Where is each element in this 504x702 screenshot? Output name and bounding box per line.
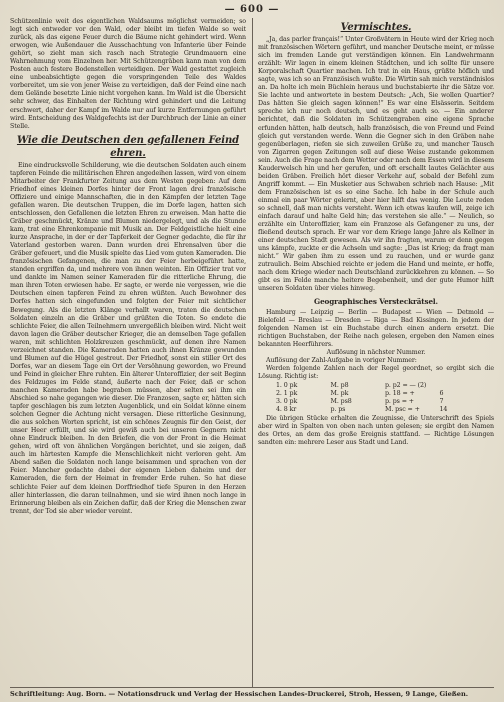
column-divider [252, 18, 253, 688]
grid-cell: 6 [439, 389, 444, 397]
section-title-vermischtes: Vermischtes. [340, 22, 412, 33]
right-column [258, 18, 494, 688]
grid-cell: 7 [439, 398, 444, 406]
grid-cell: p. 18 = + [385, 389, 415, 397]
grid-cell: M. ps8 [330, 398, 352, 406]
answers-title: Auflösung der Zahl-Aufgabe in voriger Nummer: [266, 356, 417, 364]
grid-cell: 14 [439, 406, 448, 414]
puzzle-solution-note: Auflösung in nächster Nummer. [326, 348, 426, 356]
article-waldkampf: Schützenlinie weit des eigentlichen Waldsaums möglichst vermeiden; so legt sich entweder vor den Wald, oder bleibt im tiefen Walde so weit zurück, als das eigene Feuer durch die Bäume nicht gehindert wird. Wenn erwogen, wie Außendauer die Ausschachtung von Infanterie über Feinde gehört, so zieht man sich rasch nach Strategie Grundmauern eine Wahrnehmung vom Einzelnen her. Mit Schützengräben kann man von dem Posten auch festere Bodenstellen verteidigen. Der Wald gestattet zugleich eine unbeabsichtigte gegen die vorspringenden Teile des Waldes vorbereitet, um sie von jener Weise zu verteidigen, daß der Feind eine nach dem Gelände besetzte Linie nicht vorgehen kann. Im Wald ist die Übersicht sehr schwer, das Einhalten der Richtung wird gehindert und die Leitung erschwert, daher der Kampf im Walde nur auf kurze Entfernungen geführt wird. Entscheidung des Waldgefechts ist der Durchbruch der Linie an einer Stelle. [10, 18, 246, 130]
grid-cell: M. pk [330, 389, 349, 397]
article-feind-ehren: Eine eindrucksvolle Schilderung, wie die deutschen Soldaten auch einem tapferen Feinde die militärischen Ehren angedeihen lassen, wird von einem Mitarbeiter der Frankfurter Zeitung aus dem Westen gegeben: Auf dem Friedhof eines kleinen Dorfes hinter der Front lagen drei französische Offiziere und einige Mannschaften, die in den Kämpfen der letzten Tage gefallen waren. Die deutschen Truppen, die im Dorfe lagen, hatten sich entschlossen, den Gefallenen die letzten Ehren zu erweisen. Man hatte die Gräber geschmückt, Kränze und Blumen niedergelegt, und als die Stunde kam, trat eine Ehrenkompanie mit Musik an. Der Feldgeistliche hielt eine kurze Ansprache, in der er der Tapferkeit der Gegner gedachte, die für ihr Vaterland gestorben waren. Dann wurden drei Ehrensalven über die Gräber gefeuert, und die Musik spielte das Lied vom guten Kameraden. Die französischen Gefangenen, die man zu der Feier herbeigeführt hatte, standen ergriffen da, und mehrere von ihnen weinten. Ein Offizier trat vor und dankte im Namen seiner Kameraden für die ritterliche Ehrung, die man ihren Toten erwiesen habe. Er sagte, er werde nie vergessen, wie die Deutschen einen tapferen Feind zu ehren wüßten. Auch Bewohner des Dorfes hatten sich eingefunden und folgten der Feier mit sichtlicher Bewegung. Als die letzten Klänge verhallt waren, traten die deutschen Soldaten einzeln an die Gräber und grüßten die Toten. So endete die schlichte Feier, die allen Teilnehmern unvergeßlich bleiben wird. Nicht weit davon lagen die Gräber deutscher Krieger, die an demselben Tage gefallen waren, mit schlichten Holzkreuzen geschmückt, auf denen ihre Namen verzeichnet standen. Die Kameraden hatten auch ihnen Kränze gewunden und Blumen auf die Hügel gestreut. Der Friedhof, sonst ein stiller Ort des Dorfes, war an diesem Tage ein Ort der Versöhnung geworden, wo Freund und Feind in gleicher Ehre ruhten. Ein älterer Unteroffizier, der seit Beginn des Feldzuges im Felde stand, äußerte nach der Feier, daß er schon manchen Kameraden habe begraben müssen, aber selten sei ihm ein Abschied so nahe gegangen wie dieser. Die Franzosen, sagte er, hätten sich tapfer geschlagen bis zum letzten Augenblick, und ein Soldat könne einem solchen Gegner die Achtung nicht versagen. Diese ritterliche Gesinnung, die aus solchen Worten spricht, ist ein schönes Zeugnis für den Geist, der unser Heer erfüllt, und sie wird gewiß auch bei unseren Gegnern nicht ohne Eindruck bleiben. In den Briefen, die von der Front in die Heimat gehen, wird oft von ähnlichen Vorgängen berichtet, und sie zeigen, daß auch im härtesten Kampfe die Menschlichkeit nicht verloren geht. Am Abend saßen die Soldaten noch lange beisammen und sprachen von der Feier. Mancher gedachte dabei der eigenen Lieben daheim und der Kameraden, die fern der Heimat in fremder Erde ruhen. So hat diese schlichte Feier auf dem kleinen Dorffriedhof tiefe Spuren in den Herzen aller hinterlassen, die daran teilnahmen, und sie wird ihnen noch lange in Erinnerung bleiben als ein Zeichen dafür, daß der Krieg die Menschen zwar trennt, der Tod sie aber wieder vereint. [10, 161, 246, 515]
puzzle-title: Geographisches Versteckrätsel. [314, 296, 438, 306]
page-number: — 600 — [224, 4, 280, 15]
grid-cell: p. ps = + [385, 398, 414, 406]
grid-cell: M. psc = + [385, 406, 420, 414]
puzzle-tail: Die übrigen Stücke erhalten die Zeugnisse, die Unterschrift des Spiels aber wird in Spalten von oben nach unten gelesen; sie ergibt den Namen des Ortes, an dem das große Ereignis stattfand. — Richtige Lösungen sandten ein: mehrere Leser aus Stadt und Land. [258, 415, 494, 447]
answers-text: Werden folgende Zahlen nach der Regel geordnet, so ergibt sich die Lösung. Richtig ist: [258, 364, 494, 380]
answer-grid [276, 382, 494, 414]
grid-cell: 2. 1 pk [276, 389, 298, 397]
article-title-feind-ehren: Wie die Deutschen den gefallenen Feind ehren. [16, 134, 240, 159]
grid-cell: p. p2 = — (2) [385, 381, 427, 389]
grid-cell [440, 382, 495, 390]
two-column-body [10, 18, 494, 688]
article-parler-francais: „Ja, das parler français!“ Unter Großvätern in Heute wird der Krieg noch mit französischen Wörtern geführt, und mancher Deutsche meint, er müsse sich im fremden Lande gut verständigen können. Ein Landwehrmann erzählt: Wir lagen in einem kleinen Städtchen, und ich sollte für unsere Korporalschaft Quartier machen. Ich trat in ein Haus, grüßte höflich und sagte, was ich so an Französisch wußte. Die Wirtin sah mich verständnislos an. Da holte ich mein Büchlein heraus und buchstabierte ihr die Sätze vor. Sie lachte und antwortete in bestem Deutsch: „Ach, Sie wollen Quartier? Das hätten Sie gleich sagen können!“ Es war eine Elsässerin. Seitdem spreche ich nur noch deutsch, und es geht auch so. — Ein anderer berichtet, daß die Soldaten im Schützengraben eine eigene Sprache erfunden hätten, halb deutsch, halb französisch, die von Freund und Feind gleich gut verstanden werde. Wenn die Gegner sich in den Gräben nahe gegenüberlagen, riefen sie sich zuweilen Grüße zu, und mancher Tausch von Zigarren gegen Zeitungen soll auf diese Weise zustande gekommen sein. Auch die Frage nach dem Wetter oder nach dem Essen wird in diesem Kauderwelsch hin und her gerufen, und oft erschallt lautes Gelächter aus beiden Gräben. Freilich hört dieser Verkehr auf, sobald der Befehl zum Angriff kommt. — Ein Musketier aus Schwaben schrieb nach Hause: „Mit dem Französischen ist es so eine Sache. Ich habe in der Schule auch einmal ein paar Wörter gelernt, aber hier hilft das wenig. Die Leute reden so schnell, daß man nichts versteht. Wenn ich etwas kaufen will, zeige ich einfach darauf und halte Geld hin; das verstehen sie alle.“ — Neulich, so erzählte ein Unteroffizier, kam ein Franzose als Gefangener zu uns, der fließend deutsch sprach. Er war vor dem Kriege lange Jahre als Kellner in einer deutschen Stadt gewesen. Als wir ihn fragten, warum er denn gegen uns kämpfe, zuckte er die Achseln und sagte: „Das ist Krieg; da fragt man nicht.“ Wir gaben ihm zu essen und zu rauchen, und er wurde ganz zutraulich. Beim Abschied reichte er jedem die Hand und meinte, er hoffe, nach dem Kriege wieder nach Deutschland zurückkehren zu können. — So gibt es im Felde manche heitere Begebenheit, und der gute Humor hilft unseren Soldaten über vieles hinweg. [258, 36, 494, 293]
grid-cell: 1. 0 pk [276, 381, 298, 389]
grid-cell: M. p8 [330, 381, 349, 389]
grid-cell: 4. 8 kr [276, 406, 297, 414]
imprint-footer: Schriftleitung: Aug. Born. — Notationsdruck und Verlag der Hessischen Landes-Druckerei, Stroh, Hessen, 9 Lange, Gießen. [10, 687, 494, 699]
left-column [10, 18, 246, 688]
grid-cell: p. ps [330, 406, 346, 414]
puzzle-intro: Hamburg — Leipzig — Berlin — Budapest — Wien — Detmold — Bielefeld — Breslau — Dresden — Riga — Bad Kissingen. In jedem der folgenden Namen ist ein Buchstabe durch einen andern ersetzt. Die richtigen Buchstaben, der Reihe nach gelesen, ergeben den Namen eines bekannten Heerführers. [258, 308, 494, 348]
grid-cell: 3. 0 pk [276, 398, 298, 406]
